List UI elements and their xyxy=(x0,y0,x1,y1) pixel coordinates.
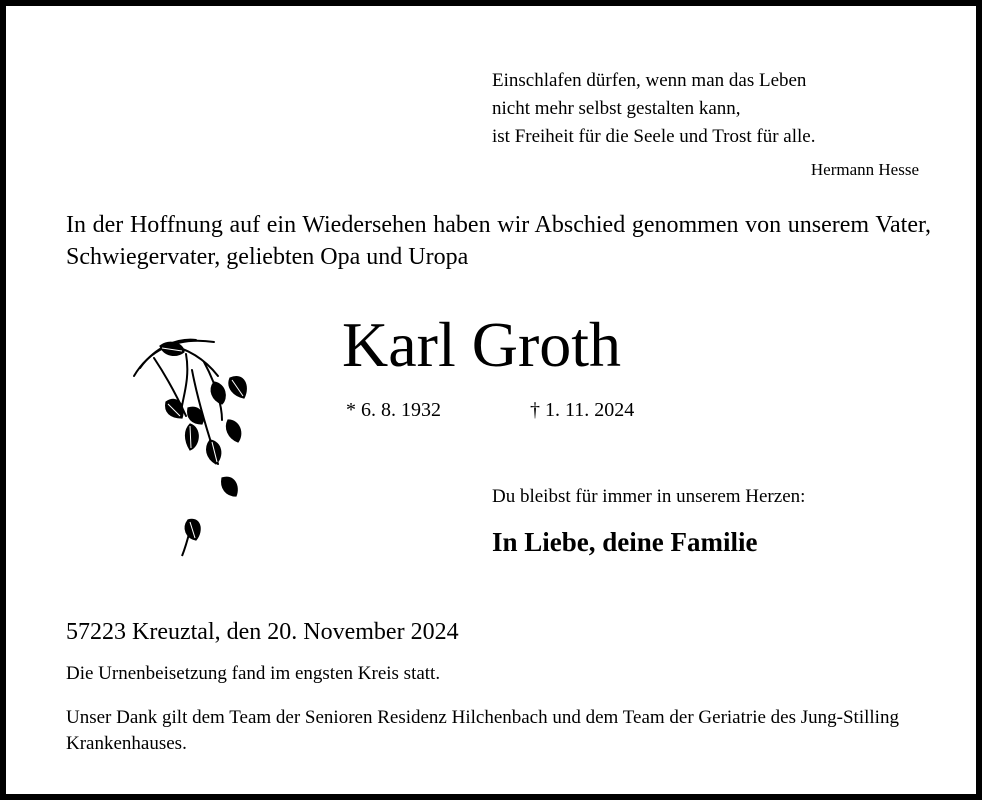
hesse-quote xyxy=(492,67,815,151)
leaf-shape xyxy=(211,382,225,404)
birth-date: * 6. 8. 1932 xyxy=(346,399,441,421)
falling-leaf-stem xyxy=(182,530,190,556)
branch-twig xyxy=(182,354,187,406)
death-date: † 1. 11. 2024 xyxy=(530,399,635,421)
quote-line: Einschlafen dürfen, wenn man das Leben xyxy=(492,70,807,91)
leaf-shape xyxy=(229,377,246,398)
leaf-shape xyxy=(226,420,240,442)
birch-branch-icon xyxy=(126,324,266,569)
quote-author: Hermann Hesse xyxy=(810,160,919,179)
place-date: 57223 Kreuztal, den 20. November 2024 xyxy=(66,619,459,645)
intro-text: In der Hoffnung auf ein Wiedersehen haben wir Abschied genommen von unserem Vater, Schwiegervater, geliebten Opa und Uropa xyxy=(66,212,931,270)
leaf-shape xyxy=(186,424,199,450)
deceased-name: Karl Groth xyxy=(342,309,622,380)
leaf-shape xyxy=(166,399,183,418)
thanks-note: Unser Dank gilt dem Team der Senioren Residenz Hilchenbach und dem Team der Geriatrie des Jung-Stilling Krankenhauses. xyxy=(66,707,899,754)
leaf-shape xyxy=(160,342,184,355)
closing-line: Du bleibst für immer in unserem Herzen: xyxy=(492,486,806,507)
family-signature: In Liebe, deine Familie xyxy=(492,527,758,557)
leaf-shape xyxy=(222,477,238,496)
quote-line: nicht mehr selbst gestalten kann, xyxy=(492,98,741,119)
leaf-shape xyxy=(207,440,221,464)
urn-note: Die Urnenbeisetzung fand im engsten Kreis statt. xyxy=(66,663,441,684)
quote-line: ist Freiheit für die Seele und Trost für alle. xyxy=(492,126,816,147)
